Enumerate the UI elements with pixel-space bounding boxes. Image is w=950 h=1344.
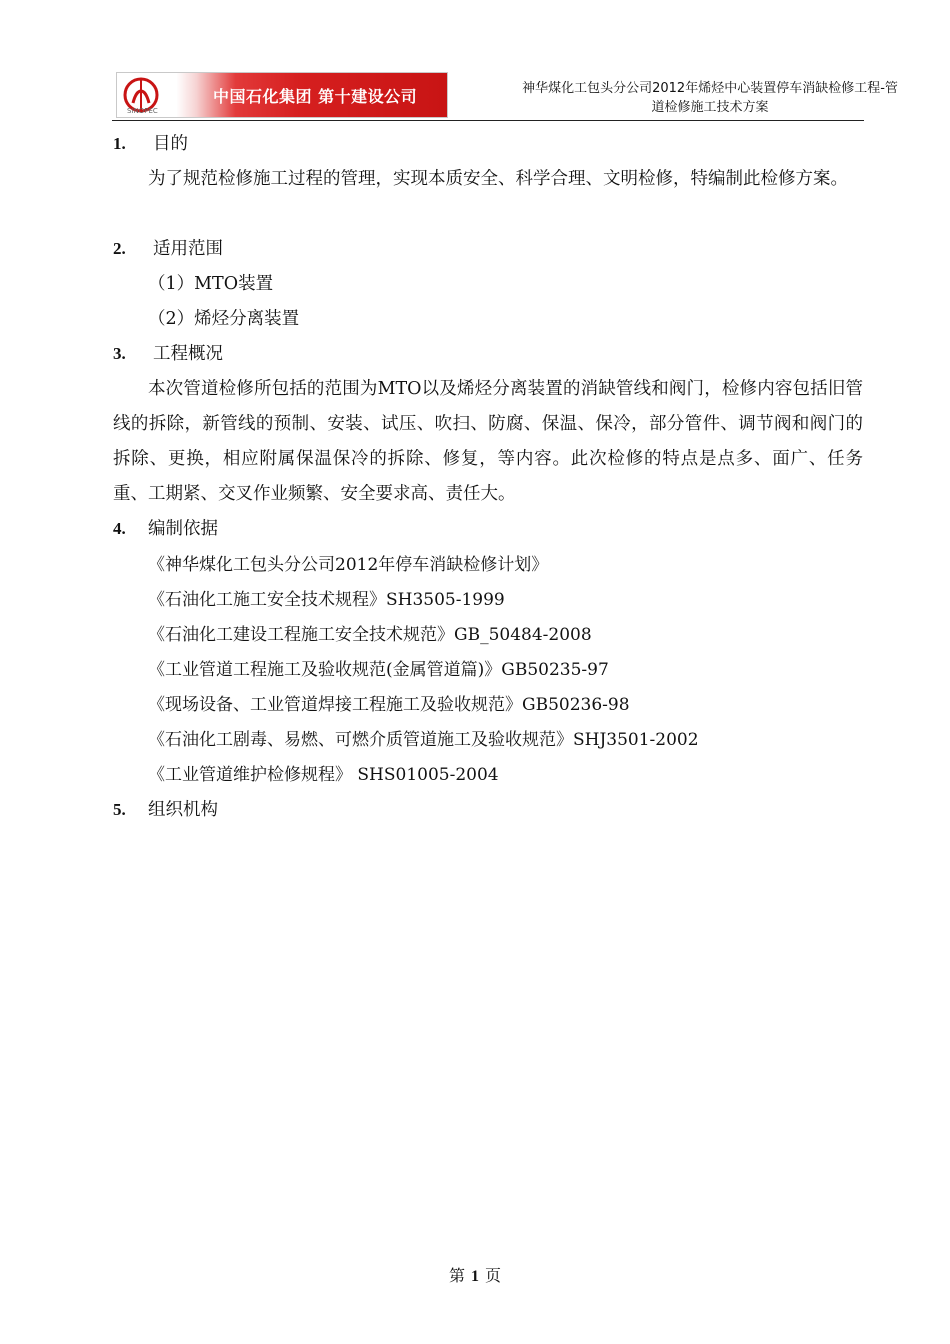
logo-text: 中国石化集团 第十建设公司 bbox=[213, 87, 418, 106]
section-heading-2 bbox=[113, 237, 313, 261]
section-heading-1 bbox=[113, 132, 313, 156]
section-number: 2. bbox=[113, 239, 126, 258]
reference-item: 《石油化工剧毒、易燃、可燃介质管道施工及验收规范》SHJ3501-2002 bbox=[148, 730, 699, 750]
reference-item: 《现场设备、工业管道焊接工程施工及验收规范》GB50236-98 bbox=[148, 695, 630, 715]
section-title: 工程概况 bbox=[153, 344, 223, 364]
section-number: 3. bbox=[113, 344, 126, 363]
company-logo-banner bbox=[116, 72, 448, 118]
section-number: 5. bbox=[113, 800, 126, 819]
purpose-paragraph: 为了规范检修施工过程的管理，实现本质安全、科学合理、文明检修，特编制此检修方案。 bbox=[148, 169, 848, 189]
sinopec-logo-icon bbox=[121, 75, 179, 115]
page-number: 1 bbox=[471, 1268, 479, 1285]
reference-item: 《工业管道维护检修规程》 SHS01005-2004 bbox=[148, 765, 499, 785]
section-title: 编制依据 bbox=[148, 519, 218, 539]
section-number: 4. bbox=[113, 519, 126, 538]
footer-suffix: 页 bbox=[485, 1266, 502, 1285]
section-title: 目的 bbox=[153, 134, 188, 154]
svg-text:SINOPEC: SINOPEC bbox=[127, 107, 158, 115]
reference-item: 《工业管道工程施工及验收规范(金属管道篇)》GB50235-97 bbox=[148, 660, 609, 680]
reference-item: 《神华煤化工包头分公司2012年停车消缺检修计划》 bbox=[148, 555, 549, 575]
page-footer bbox=[0, 1265, 950, 1288]
section-title: 组织机构 bbox=[148, 800, 218, 820]
header-divider bbox=[112, 120, 864, 121]
scope-item: （1）MTO装置 bbox=[148, 274, 274, 294]
section-number: 1. bbox=[113, 134, 126, 153]
section-title: 适用范围 bbox=[153, 239, 223, 259]
reference-item: 《石油化工施工安全技术规程》SH3505-1999 bbox=[148, 590, 505, 610]
overview-paragraph: 本次管道检修所包括的范围为MTO以及烯烃分离装置的消缺管线和阀门，检修内容包括旧管线的拆除，新管线的预制、安装、试压、吹扫、防腐、保温、保冷，部分管件、调节阀和阀门的拆除、更换，相应附属保温保冷的拆除、修复，等内容。此次检修的特点是点多、面广、任务重、工期紧、交叉作业频繁、安全要求高、责任大。 bbox=[113, 379, 863, 504]
section-heading-5 bbox=[113, 798, 313, 822]
scope-item: （2）烯烃分离装置 bbox=[148, 309, 300, 329]
reference-item: 《石油化工建设工程施工安全技术规范》GB_50484-2008 bbox=[148, 625, 592, 645]
section-heading-4 bbox=[113, 517, 313, 541]
footer-prefix: 第 bbox=[448, 1266, 465, 1285]
section-heading-3 bbox=[113, 342, 313, 366]
header-document-title: 神华煤化工包头分公司2012年烯烃中心装置停车消缺检修工程-管道检修施工技术方案 bbox=[522, 81, 898, 115]
